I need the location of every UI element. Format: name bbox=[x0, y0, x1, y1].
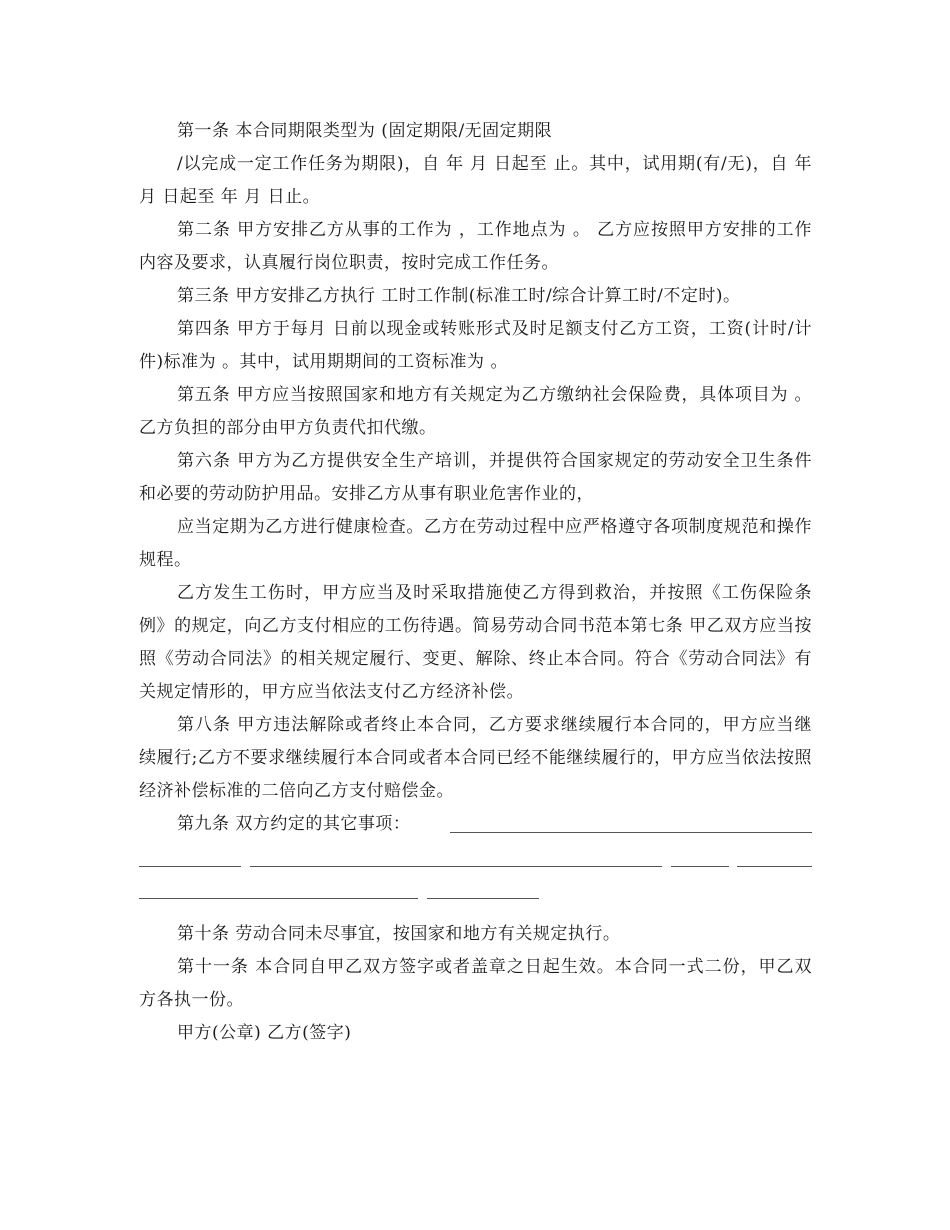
paragraph-article-1-cont: /以完成一定工作任务为期限)，自 年 月 日起至 止。其中，试用期(有/无)，自 年 月 日起至 年 月 日止。 bbox=[139, 154, 812, 207]
paragraph-article-3: 第三条 甲方安排乙方执行 工时工作制(标准工时/综合计算工时/不定时)。 bbox=[177, 286, 741, 306]
fill-in-line bbox=[427, 898, 539, 899]
paragraph-article-8: 第八条 甲方违法解除或者终止本合同，乙方要求继续履行本合同的，甲方应当继续履行;乙方不要求继续履行本合同或者本合同已经不能继续履行的，甲方应当依法按照经济补偿标准的二倍向乙方支付赔偿金。 bbox=[139, 715, 812, 801]
paragraph-article-6: 第六条 甲方为乙方提供安全生产培训，并提供符合国家规定的劳动安全卫生条件和必要的劳动防护用品。安排乙方从事有职业危害作业的， bbox=[139, 451, 812, 504]
contract-body bbox=[139, 115, 812, 1050]
paragraph-article-5: 第五条 甲方应当按照国家和地方有关规定为乙方缴纳社会保险费，具体项目为 。乙方负担的部分由甲方负责代扣代缴。 bbox=[139, 385, 812, 438]
fill-in-line bbox=[250, 866, 662, 867]
fill-in-line bbox=[139, 898, 418, 899]
fill-in-line bbox=[450, 832, 812, 833]
paragraph-article-10: 第十条 劳动合同未尽事宜，按国家和地方有关规定执行。 bbox=[177, 924, 621, 944]
paragraph-article-4: 第四条 甲方于每月 日前以现金或转账形式及时足额支付乙方工资，工资(计时/计件)标准为 。其中，试用期期间的工资标准为 。 bbox=[139, 319, 812, 372]
article-9-blank-section bbox=[139, 808, 812, 918]
paragraph-article-2: 第二条 甲方安排乙方从事的工作为 ，工作地点为 。 乙方应按照甲方安排的工作内容及要求，认真履行岗位职责，按时完成工作任务。 bbox=[139, 220, 812, 273]
article-9-label: 第九条 双方约定的其它事项： bbox=[177, 814, 411, 834]
signature-line: 甲方(公章) 乙方(签字) bbox=[177, 1023, 352, 1043]
paragraph-article-11: 第十一条 本合同自甲乙双方签字或者盖章之日起生效。本合同一式二份，甲乙双方各执一份。 bbox=[139, 957, 812, 1010]
fill-in-line bbox=[671, 866, 729, 867]
paragraph-article-1: 第一条 本合同期限类型为 (固定期限/无固定期限 bbox=[177, 121, 553, 141]
paragraph-work-injury-and-article-7: 乙方发生工伤时，甲方应当及时采取措施使乙方得到救治，并按照《工伤保险条例》的规定，向乙方支付相应的工伤待遇。简易劳动合同书范本第七条 甲乙双方应当按照《劳动合同法》的相关规定履行、变更、解除、终止本合同。符合《劳动合同法》有关规定情形的，甲方应当依法支付乙方经济补偿。 bbox=[139, 583, 812, 702]
fill-in-line bbox=[139, 866, 241, 867]
fill-in-line bbox=[737, 866, 812, 867]
paragraph-article-6-cont: 应当定期为乙方进行健康检查。乙方在劳动过程中应严格遵守各项制度规范和操作规程。 bbox=[139, 517, 812, 570]
